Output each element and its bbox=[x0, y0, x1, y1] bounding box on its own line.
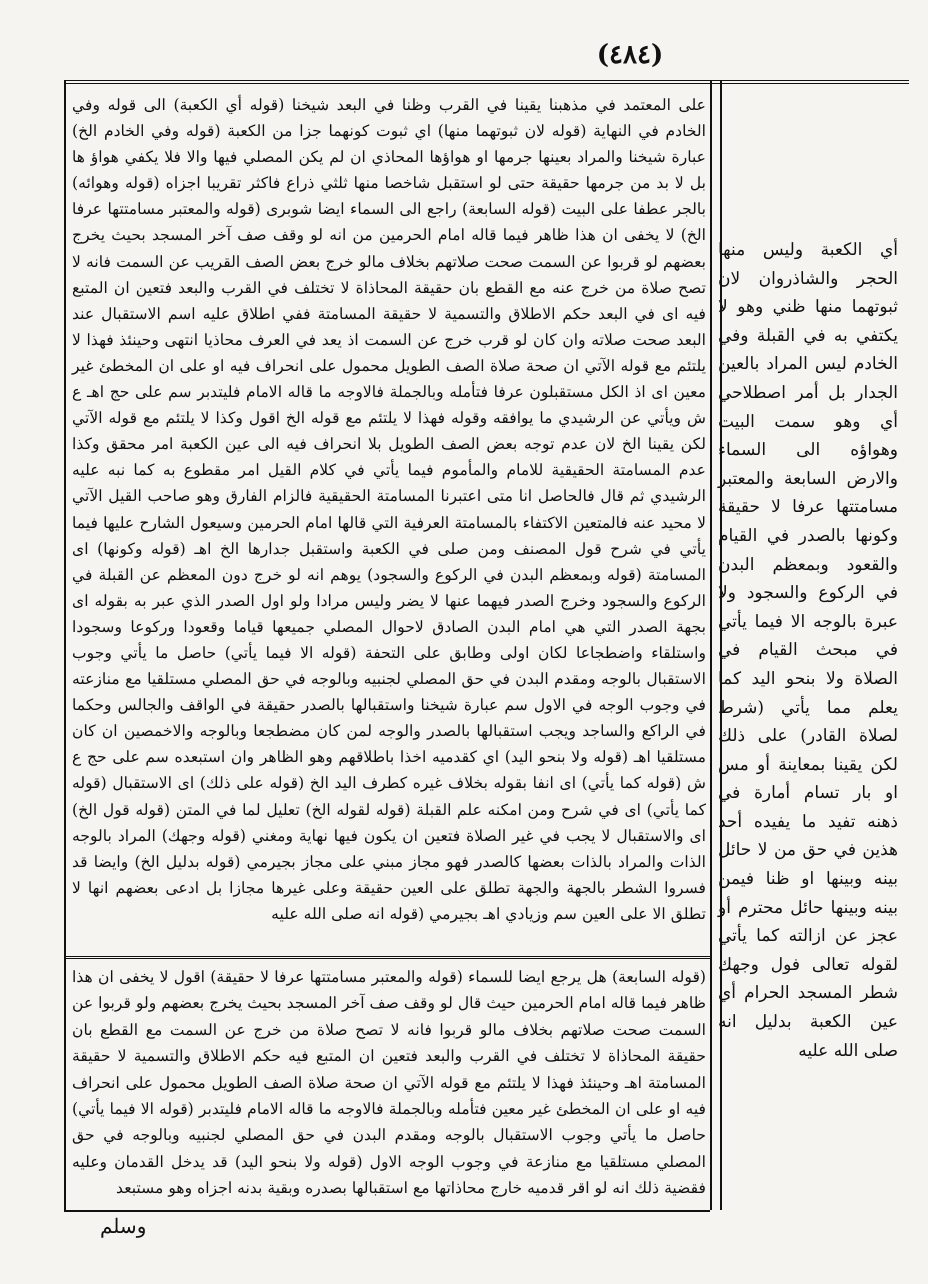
footnote-paragraph: (قوله السابعة) هل يرجع ايضا للسماء (قوله والمعتبر مسامتتها عرفا لا حقيقة) اقول لا يخفى ان هذا ظاهر فيما قاله امام الحرمين حيث قال لو وقف صف آخر المسجد بحيث يخرج بعضهم ولو قربوا عن السمت صحت صلاتهم بخلاف مالو قربوا فانه لا تصح صلاة من خرج عن السمت مع القطع بان حقيقة المحاذاة لا تختلف في القرب والبعد فتعين ان المتبع فيه حكم الاطلاق والتسمية لا حقيقة المسامتة اهـ وحينئذ فهذا لا يلتئم مع قوله الآتي ان صحة صلاة الصف الطويل محمول على انحراف فيه او على ان المخطئ غير معين فتأمله وبالجملة فالاوجه ما قاله الامام فليتدبر (قوله الا فيما يأتي) حاصل ما يأتي وجوب الاستقبال بالوجه ومقدم البدن في حق المصلي لجنبيه وبالوجه في حق المصلي مستلقيا مع منازعة في وجوب الوجه الاول (قوله ولا بنحو اليد) قد يدخل القدمان وعليه فقضية ذلك انه لو اقر قدميه خارج محاذاتها مع استقبالها بصدره وبقية بدنه اجزاه وهو مستبعد bbox=[72, 968, 706, 1198]
footnote-separator bbox=[66, 956, 710, 959]
catchword: وسلم bbox=[100, 1214, 147, 1238]
left-border bbox=[64, 80, 66, 1210]
side-paragraph: أي الكعبة وليس منها الحجر والشاذروان لان ثبوتهما منها ظني وهو لا يكتفي به في القبلة وفي الخادم ليس المراد بالعين الجدار بل أمر اصطلاحي أي وهو سمت البيت وهواؤه الى السماء والارض السابعة والمعتبر مسامتتها عرفا لا حقيقة وكونها بالصدر في القيام والقعود وبمعظم البدن في الركوع والسجود ولا عبرة بالوجه الا فيما يأتي في مبحث القيام في الصلاة ولا بنحو اليد كما يعلم مما يأتي (شرط لصلاة القادر) على ذلك لكن يقينا بمعاينة أو مس او بار تسام أمارة في ذهنه تفيد ما يفيده أحد هذين في حق من لا حائل بينه وبينها او ظنا فيمن بينه وبينها حائل محترم أو عجز عن ازالته كما يأتي لقوله تعالى فول وجهك شطر المسجد الحرام أي عين الكعبة بدليل انه صلى الله عليه bbox=[718, 240, 898, 1061]
commentary-paragraph: على المعتمد في مذهبنا يقينا في القرب وظنا في البعد شيخنا (قوله أي الكعبة) الى قوله وفي الخادم في النهاية (قوله لان ثبوتهما منها) اي ثبوت كونهما جزا من الكعبة (قوله وفي الخادم الخ) عبارة شيخنا والمراد بعينها جرمها او هواؤها المحاذي ان لم يكن المصلي فيها والا فلا يكفي هواؤ ها بل لا بد من جرمها حقيقة حتى لو استقبل شاخصا منها ثلثي ذراع فاكثر تقريبا اجزاه (قوله وهوائه) بالجر عطفا على البيت (قوله السابعة) راجع الى السماء ايضا شوبرى (قوله والمعتبر مسامتتها عرفا الخ) لا يخفى ان هذا ظاهر فيما قاله امام الحرمين من انه لو وقف صف آخر المسجد بحيث يخرج بعضهم لو قربوا عن السمت صحت صلاتهم بخلاف مالو خرج بعض الصف القريب عن السمت فانه لا تصح صلاة من خرج عنه مع القطع بان حقيقة المحاذاة لا تختلف في القرب والبعد فتعين ان المتبع فيه اى في البعد حكم الاطلاق والتسمية لا حقيقة المسامتة ففي اطلاق عليه اسم الاستقبال عند البعد صحت صلاته وان كان لو قرب خرج عن السمت اذ يعد في العرف محاذيا انتهى وحينئذ فهذا لا يلتئم مع قوله الآتي ان صحة صلاة الصف الطويل محمول على انحراف فيه او على ان المخطئ غير معين اى اذ الكل مستقبلون عرفا فتأمله وبالجملة فالاوجه ما قاله الامام فليتدبر سم على حج اهـ ع ش ويأتي عن الرشيدي ما يوافقه وقوله فهذا لا يلتئم مع قوله الخ اقول وكذا لا يلتئم مع قوله الآتي لكن يقينا الخ لان عدم توجه بعض الصف الطويل بلا انحراف فيه الى عين الكعبة امر محقق وكذا عدم المسامتة الحقيقية للامام والمأموم فيما يأتي في كلام القيل امر مقطوع به كما نبه عليه الرشيدي ثم قال فالحاصل انا متى اعتبرنا المسامتة الحقيقية فالزام الفارق وهو صاحب القيل الآتي لا محيد عنه فالمتعين الاكتفاء بالمسامتة العرفية التي قالها امام الحرمين وسيعول الشارح عليها فيما يأتي في شرح قول المصنف ومن صلى في الكعبة واستقبل جدارها الخ اهـ (قوله وكونها) اى المسامتة (قوله وبمعظم البدن في الركوع والسجود) يوهم انه لو خرج دون المعظم عن القبلة في الركوع والسجود وخرج الصدر فيهما عنها لا يضر وليس مرادا ولو اول الصدر الذي عبر به بقوله اى بجهة الصدر التي هي امام البدن الصادق لاحوال المصلي جميعها قياما وقعودا وركوعا وسجودا واستلقاء واضطجاعا لكان اولى وطابق على التحفة (قوله الا فيما يأتي) حاصل ما يأتي وجوب الاستقبال بالوجه ومقدم البدن في حق المصلي لجنبيه وبالوجه في حق المصلي مستلقيا مع منازعته في وجوب الوجه في الاول سم عبارة شيخنا واستقبالها بالصدر حقيقة في الواقف والجالس وحكما في الراكع والساجد ويجب استقبالها بالصدر والوجه لمن كان مضطجعا وبالوجه والاخمصين ان كان مستلقيا اهـ (قوله ولا بنحو اليد) اي كقدميه اخذا باطلاقهم وهو الظاهر وان استبعده سم على حج ع ش (قوله كما يأتي) اى انفا بقوله بخلاف غيره كطرف اليد الخ (قوله على ذلك) اى الاستقبال (قوله كما يأتي) اى في شرح ومن امكنه علم القبلة (قوله لقوله الخ) تعليل لما في المتن (قوله قول الخ) اى والاستقبال لا يجب في غير الصلاة فتعين ان يكون فيها نهاية ومغني (قوله وجهك) المراد بالوجه الذات والمراد بالذات بعضها كالصدر فهو مجاز مبني على مجاز بجيرمي (قوله بدليل الخ) وايضا قد فسروا الشطر بالجهة والجهة تطلق على العين حقيقة وعلى غيرها مجازا بل ادعى بعضهم انها لا تطلق الا على العين سم وزيادي اهـ بجيرمي (قوله انه صلى الله عليه bbox=[72, 96, 706, 923]
side-column-text bbox=[718, 236, 898, 1116]
footnote-text bbox=[72, 964, 706, 1209]
bottom-rule bbox=[64, 1210, 710, 1212]
page-number: (٤٨٤) bbox=[596, 40, 664, 70]
commentary-text bbox=[72, 92, 706, 960]
